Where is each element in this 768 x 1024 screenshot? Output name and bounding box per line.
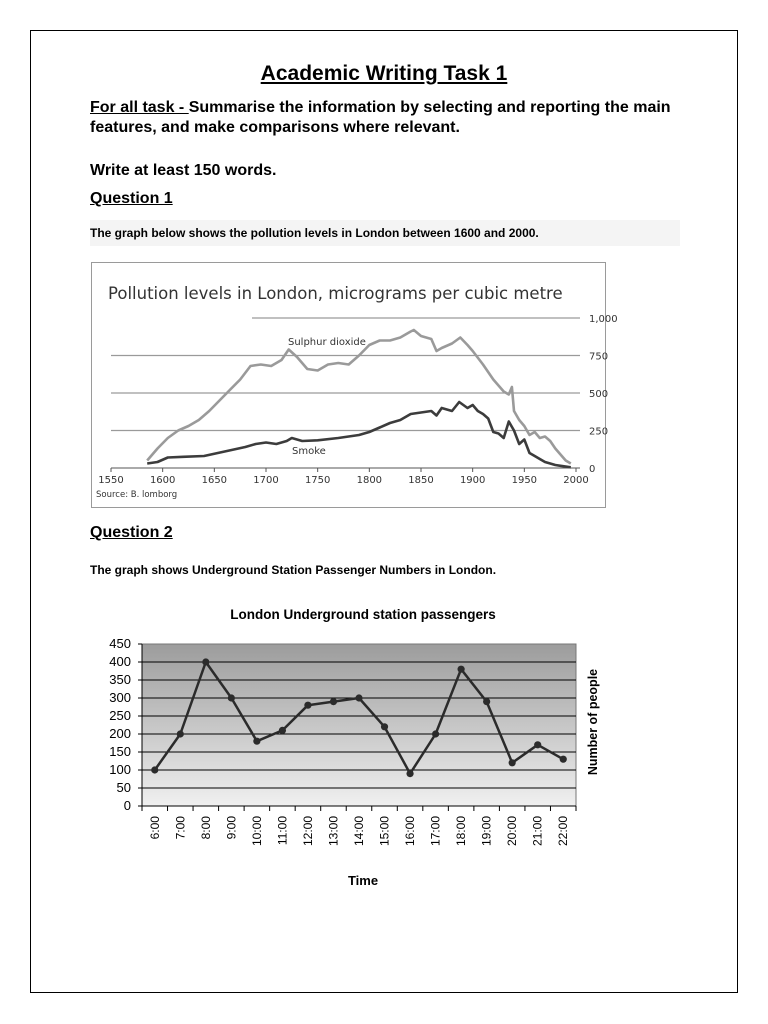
data-point [330,698,337,705]
data-point [228,694,235,701]
instruction-lead: For all task - [90,99,189,116]
y-tick-label: 200 [109,726,131,741]
x-tick-label: 2000 [563,475,589,486]
pollution-chart-svg [92,263,618,507]
sulphur-dioxide-annotation: Sulphur dioxide [288,337,366,348]
y-tick-label: 450 [109,636,131,651]
x-tick-label: 19:00 [479,816,494,847]
x-tick-label: 8:00 [198,816,213,840]
question1-description: The graph below shows the pollution levels in London between 1600 and 2000. [90,220,680,246]
x-tick-label: 1700 [253,475,279,486]
smoke-annotation: Smoke [292,446,326,457]
data-point [304,702,311,709]
y-tick-label: 150 [109,744,131,759]
x-tick-label: 1650 [201,475,228,486]
x-tick-label: 14:00 [352,816,366,847]
data-point [509,759,516,766]
y-tick-label: 300 [109,690,131,705]
document-title: Academic Writing Task 1 [260,62,508,85]
data-point [355,694,362,701]
data-point [458,666,465,673]
x-tick-label: 1550 [98,475,124,486]
y-tick-label: 250 [589,426,609,438]
data-point [202,658,209,665]
data-point [253,738,260,745]
x-tick-label: 1900 [459,475,486,486]
task-instructions [90,98,690,138]
y-tick-label: 0 [123,798,131,813]
y-tick-label: 1,000 [589,314,618,325]
x-tick-label: 16:00 [403,816,418,847]
x-tick-label: 1800 [356,475,383,486]
y-tick-label: 500 [589,389,609,400]
x-tick-label: 13:00 [326,816,341,847]
x-tick-label: 18:00 [454,816,469,847]
x-tick-label: 6:00 [147,816,162,840]
data-point [534,741,541,748]
passenger-chart-title: London Underground station passengers [230,607,496,622]
y-tick-label: 100 [109,762,131,777]
x-tick-label: 11:00 [275,816,290,846]
data-point [151,766,158,773]
data-point [406,770,413,777]
x-tick-label: 22:00 [556,816,571,847]
pollution-chart-title: Pollution levels in London, micrograms per cubic metre [108,284,563,303]
x-tick-label: 21:00 [530,816,545,847]
x-tick-label: 15:00 [377,816,392,847]
data-point [381,723,388,730]
y-tick-label: 400 [109,654,131,669]
x-tick-label: 1750 [304,475,331,486]
x-tick-label: 9:00 [224,816,239,840]
x-tick-label: 1600 [149,475,176,486]
x-tick-label: 17:00 [428,816,443,847]
pollution-chart [91,262,618,508]
x-axis-title: Time [347,873,379,888]
question1-heading: Question 1 [90,190,173,207]
data-point [279,727,286,734]
x-tick-label: 7:00 [173,816,188,840]
data-point [432,730,439,737]
y-tick-label: 250 [109,708,131,723]
y-axis-title: Number of people [586,668,600,776]
word-count-requirement: Write at least 150 words. [90,162,277,179]
plot-area [142,644,576,806]
x-tick-label: 20:00 [505,816,520,847]
y-tick-label: 50 [116,780,131,795]
data-point [560,756,567,763]
source-note: Source: B. lomborg [96,490,178,500]
x-tick-label: 12:00 [300,816,315,847]
passenger-chart [80,596,620,896]
data-point [177,730,184,737]
passenger-chart-svg [80,596,620,896]
y-tick-label: 750 [589,351,609,363]
y-tick-label: 350 [109,672,131,687]
x-tick-label: 1950 [511,475,538,486]
smoke-line [147,402,571,467]
data-point [483,698,490,705]
x-tick-label: 1850 [408,475,434,486]
sulphur-dioxide-line [147,330,571,464]
question2-description: The graph shows Underground Station Passenger Numbers in London. [90,563,497,577]
y-tick-label: 0 [589,464,596,475]
question2-heading: Question 2 [90,524,173,541]
instruction-text: Summarise the information by selecting and reporting the main features, and make comparisons where relevant. [90,99,671,136]
x-tick-label: 10:00 [249,816,264,847]
